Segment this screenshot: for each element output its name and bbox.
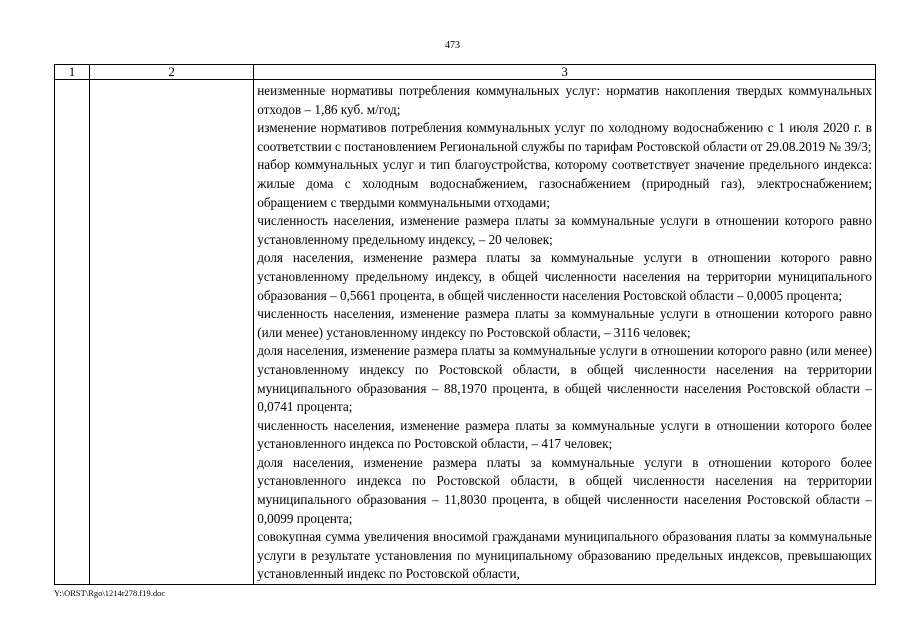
table-header-row — [55, 65, 876, 80]
footer-file-path: Y:\ORST\Rgo\1214r278.f19.doc — [54, 588, 166, 598]
paragraph: доля населения, изменение размера платы за коммунальные услуги в отношении которого равно (или менее) установленному индексу по Ростовской области, в общей численности населения на территории муниципального образования – 88,1970 процента, в общей численности населения Ростовской области – 0,0741 процента; — [257, 343, 872, 415]
table-cell-col3 — [254, 80, 876, 585]
content-table — [54, 64, 876, 585]
table-cell-col2 — [90, 80, 254, 585]
paragraph: неизменные нормативы потребления коммунальных услуг: норматив накопления твердых коммунальных отходов – 1,86 куб. м/год; — [257, 83, 872, 117]
paragraph: доля населения, изменение размера платы за коммунальные услуги в отношении которого равно установленному предельному индексу, в общей численности населения на территории муниципального образования – 0,5661 процента, в общей численности населения Ростовской области – 0,0005 процента; — [257, 250, 872, 303]
paragraph: доля населения, изменение размера платы за коммунальные услуги в отношении которого более установленного индекса по Ростовской области, в общей численности населения на территории муниципального образования – 11,8030 процента, в общей численности населения Ростовской области – 0,0099 процента; — [257, 454, 872, 526]
paragraph: совокупная сумма увеличения вносимой гражданами муниципального образования платы за коммунальные услуги в результате установления по муниципальному образованию предельных индексов, превышающих установленный индекс по Ростовской области, — [257, 529, 872, 582]
column-header-3: 3 — [254, 65, 876, 80]
paragraph: набор коммунальных услуг и тип благоустройства, которому соответствует значение предельного индекса: жилые дома с холодным водоснабжением, газоснабжением (природный газ), электроснабжением; обращением с твердыми коммунальными отходами; — [257, 157, 872, 210]
paragraph: численность населения, изменение размера платы за коммунальные услуги в отношении которого равно (или менее) установленному индексу по Ростовской области, – 3116 человек; — [257, 306, 872, 340]
table-row — [55, 80, 876, 585]
paragraph: численность населения, изменение размера платы за коммунальные услуги в отношении которого более установленного индекса по Ростовской области, – 417 человек; — [257, 417, 872, 452]
paragraph: численность населения, изменение размера платы за коммунальные услуги в отношении которого равно установленному предельному индексу, – 20 человек; — [257, 213, 872, 247]
table-cell-col1 — [55, 80, 90, 585]
column-header-1: 1 — [55, 65, 90, 80]
paragraph: изменение нормативов потребления коммунальных услуг по холодному водоснабжению с 1 июля 2020 г. в соответствии с постановлением Региональной службы по тарифам Ростовской области от 29.08.2019 № 39/3; — [257, 120, 872, 154]
page-number: 473 — [445, 40, 460, 51]
column-header-2: 2 — [90, 65, 254, 80]
